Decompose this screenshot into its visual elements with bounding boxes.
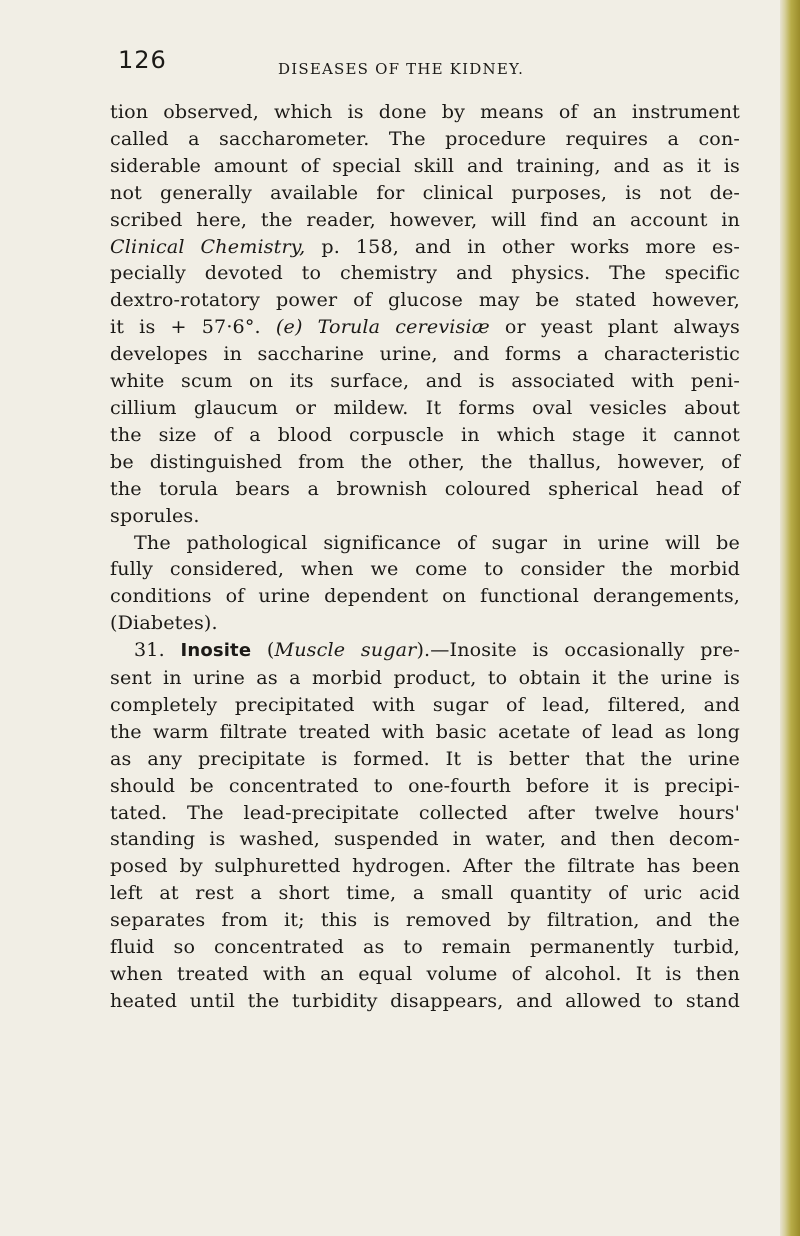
text-line: the warm filtrate treated with basic acetate of lead as long [110,719,740,743]
text-line: scribed here, the reader, however, will find an account in [110,207,740,231]
text-line: fully considered, when we come to consider the morbid [110,557,740,581]
text-line: fluid so concentrated as to remain permanently turbid, [110,935,740,959]
book-title-italic: Clinical Chemistry, [110,234,306,258]
text-line: heated until the turbidity disappears, and allowed to stand [110,988,740,1012]
text-line: tated. The lead-precipitate collected after twelve hours' [110,800,740,824]
text-line: as any precipitate is formed. It is better that the urine [110,746,740,770]
text-line [110,314,740,341]
text-line: developes in saccharine urine, and forms a characteristic [110,342,740,366]
text-line: sent in urine as a morbid product, to obtain it the urine is [110,666,740,690]
text-fragment: or yeast plant always [489,315,740,339]
text-line: the torula bears a brownish coloured spherical head of [110,476,740,500]
text-line: siderable amount of special skill and training, and as it is [110,153,740,177]
running-head: DISEASES OF THE KIDNEY. [278,60,525,78]
text-line: the size of a blood corpuscle in which stage it cannot [110,422,740,446]
text-line: when treated with an equal volume of alcohol. It is then [110,962,740,985]
text-line [110,234,740,261]
text-line: conditions of urine dependent on functional derangements, [110,584,740,608]
text-line: white scum on its surface, and is associated with peni- [110,369,740,393]
text-line: posed by sulphuretted hydrogen. After the filtrate has been [110,854,740,878]
page-binding-edge [780,0,800,1236]
text-line: cillium glaucum or mildew. It forms oval vesicles about [110,395,740,419]
text-fragment: it is + 57·6°. [110,315,276,339]
text-line: should be concentrated to one-fourth before it is precipi- [110,773,740,797]
page-number: 126 [118,46,167,74]
muscle-sugar-italic: Muscle sugar [274,638,417,662]
text-line: completely precipitated with sugar of lead, filtered, and [110,692,740,716]
text-line: not generally available for clinical purposes, is not de- [110,180,740,204]
text-line: left at rest a short time, a small quantity of uric acid [110,881,740,905]
text-line: be distinguished from the other, the thallus, however, of [110,449,740,473]
text-line: separates from it; this is removed by filtration, and the [110,908,740,932]
section-number: 31. [134,638,181,662]
body-text [110,99,740,1015]
text-fragment: ).—Inosite is occasionally pre- [416,638,740,662]
text-line: The pathological significance of sugar in urine will be [134,530,740,554]
text-fragment: p. 158, and in other works more es- [305,234,740,258]
text-line: dextro-rotatory power of glucose may be stated however, [110,288,740,312]
text-line: standing is washed, suspended in water, and then decom- [110,827,740,851]
section-title: Inosite [180,640,252,662]
text-fragment: ( [251,638,275,662]
text-line: sporules. [110,503,200,527]
section-31-heading-line [110,637,740,665]
text-line: pecially devoted to chemistry and physics. The specific [110,261,740,285]
text-line: (Diabetes). [110,611,218,635]
text-line: tion observed, which is done by means of an instrument [110,100,740,123]
torula-term-italic: (e) Torula cerevisiæ [275,315,490,339]
text-line: called a saccharometer. The procedure requires a con- [110,126,740,150]
